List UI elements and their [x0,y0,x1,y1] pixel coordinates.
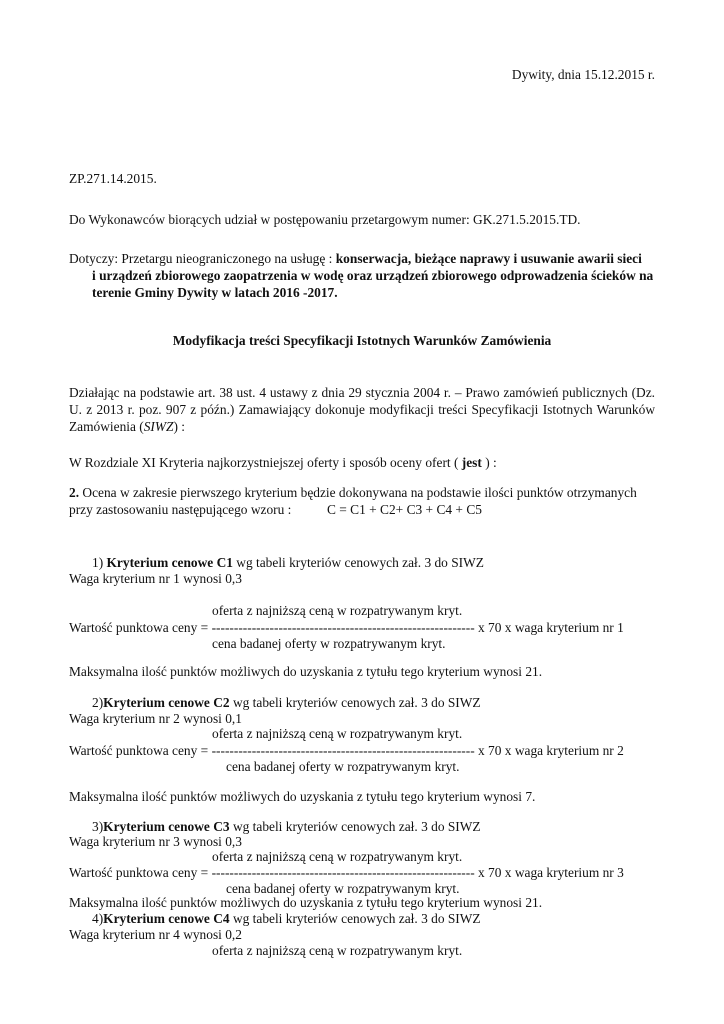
criterion-2-prefix: 2) [92,695,104,710]
point2-line-1 [69,484,637,501]
intro-line-3-after: ) : [173,419,186,434]
criterion-1-weight: Waga kryterium nr 1 wynosi 0,3 [69,571,242,586]
chapter-line [69,454,497,471]
criterion-4-name: Kryterium cenowe C4 [103,911,230,926]
criterion-1-numerator: oferta z najniższą ceną w rozpatrywanym kryt. [212,603,463,618]
criterion-3-numerator: oferta z najniższą ceną w rozpatrywanym kryt. [212,849,463,864]
intro-line-1: Działając na podstawie art. 38 ust. 4 ustawy z dnia 29 stycznia 2004 r. – Prawo zamówień publicznych (Dz. [69,385,655,400]
subject-line-2: i urządzeń zbiorowego zaopatrzenia w wodę oraz urządzeń zbiorowego odprowadzenia ścieków na [92,268,654,283]
criterion-2-denominator: cena badanej oferty w rozpatrywanym kryt. [226,759,460,774]
criterion-2-max: Maksymalna ilość punktów możliwych do uzyskania z tytułu tego kryterium wynosi 7. [69,789,536,804]
criterion-1-formula: Wartość punktowa ceny = ----------------------------------------------------------- x 70 x waga kryterium nr 1 [69,620,624,635]
chapter-after: ) : [481,455,497,470]
criterion-3-prefix: 3) [92,819,104,834]
document-title: Modyfikacja treści Specyfikacji Istotnych Warunków Zamówienia [172,333,552,348]
criterion-4-heading [92,910,481,927]
criterion-3-name: Kryterium cenowe C3 [103,819,230,834]
criterion-3-denominator: cena badanej oferty w rozpatrywanym kryt. [226,881,460,896]
reference-number: ZP.271.14.2015. [69,171,157,186]
criterion-2-name: Kryterium cenowe C2 [103,695,230,710]
intro-line-3-before: Zamówienia ( [69,419,144,434]
subject-line-3: terenie Gminy Dywity w latach 2016 -2017. [92,285,338,300]
criterion-4-prefix: 4) [92,911,104,926]
point2-line-2: przy zastosowaniu następującego wzoru : [69,502,292,517]
point2-formula: C = C1 + C2+ C3 + C4 + C5 [327,502,482,517]
criterion-2-desc: wg tabeli kryteriów cenowych zał. 3 do SIWZ [229,695,481,710]
criterion-3-weight: Waga kryterium nr 3 wynosi 0,3 [69,834,242,849]
criterion-2-numerator: oferta z najniższą ceną w rozpatrywanym kryt. [212,726,463,741]
chapter-jest: jest [461,455,482,470]
intro-line-2: U. z 2013 r. poz. 907 z późn.) Zamawiający dokonuje modyfikacji treści Specyfikacji Istotnych Warunków [69,402,655,417]
point2-text: Ocena w zakresie pierwszego kryterium będzie dokonywana na podstawie ilości punktów otrzymanych [79,485,637,500]
criterion-1-heading [92,554,484,571]
criterion-2-formula: Wartość punktowa ceny = ----------------------------------------------------------- x 70 x waga kryterium nr 2 [69,743,624,758]
criterion-1-desc: wg tabeli kryteriów cenowych zał. 3 do SIWZ [232,555,484,570]
place-date: Dywity, dnia 15.12.2015 r. [511,67,655,82]
subject-bold-1: konserwacja, bieżące naprawy i usuwanie awarii sieci [335,251,642,266]
criterion-4-weight: Waga kryterium nr 4 wynosi 0,2 [69,927,242,942]
criterion-3-desc: wg tabeli kryteriów cenowych zał. 3 do SIWZ [229,819,481,834]
subject-prefix: Dotyczy: Przetargu nieograniczonego na usługę : [69,251,336,266]
criterion-3-formula: Wartość punktowa ceny = ----------------------------------------------------------- x 70 x waga kryterium nr 3 [69,865,624,880]
criterion-1-max: Maksymalna ilość punktów możliwych do uzyskania z tytułu tego kryterium wynosi 21. [69,664,543,679]
criterion-3-max: Maksymalna ilość punktów możliwych do uzyskania z tytułu tego kryterium wynosi 21. [69,895,543,910]
criterion-4-desc: wg tabeli kryteriów cenowych zał. 3 do SIWZ [229,911,481,926]
point2-number: 2. [69,485,80,500]
criterion-2-heading [92,694,481,711]
criterion-1-prefix: 1) [92,555,107,570]
criterion-1-denominator: cena badanej oferty w rozpatrywanym kryt. [212,636,446,651]
criterion-2-weight: Waga kryterium nr 2 wynosi 0,1 [69,711,242,726]
criterion-1-name: Kryterium cenowe C1 [106,555,233,570]
intro-siwz: SIWZ [143,419,174,434]
criterion-4-numerator: oferta z najniższą ceną w rozpatrywanym kryt. [212,943,463,958]
addressee-line: Do Wykonawców biorących udział w postępowaniu przetargowym numer: GK.271.5.2015.TD. [69,212,581,227]
intro-line-3 [69,418,185,435]
subject-line-1 [69,250,642,267]
chapter-before: W Rozdziale XI Kryteria najkorzystniejszej oferty i sposób oceny ofert ( [69,455,462,470]
